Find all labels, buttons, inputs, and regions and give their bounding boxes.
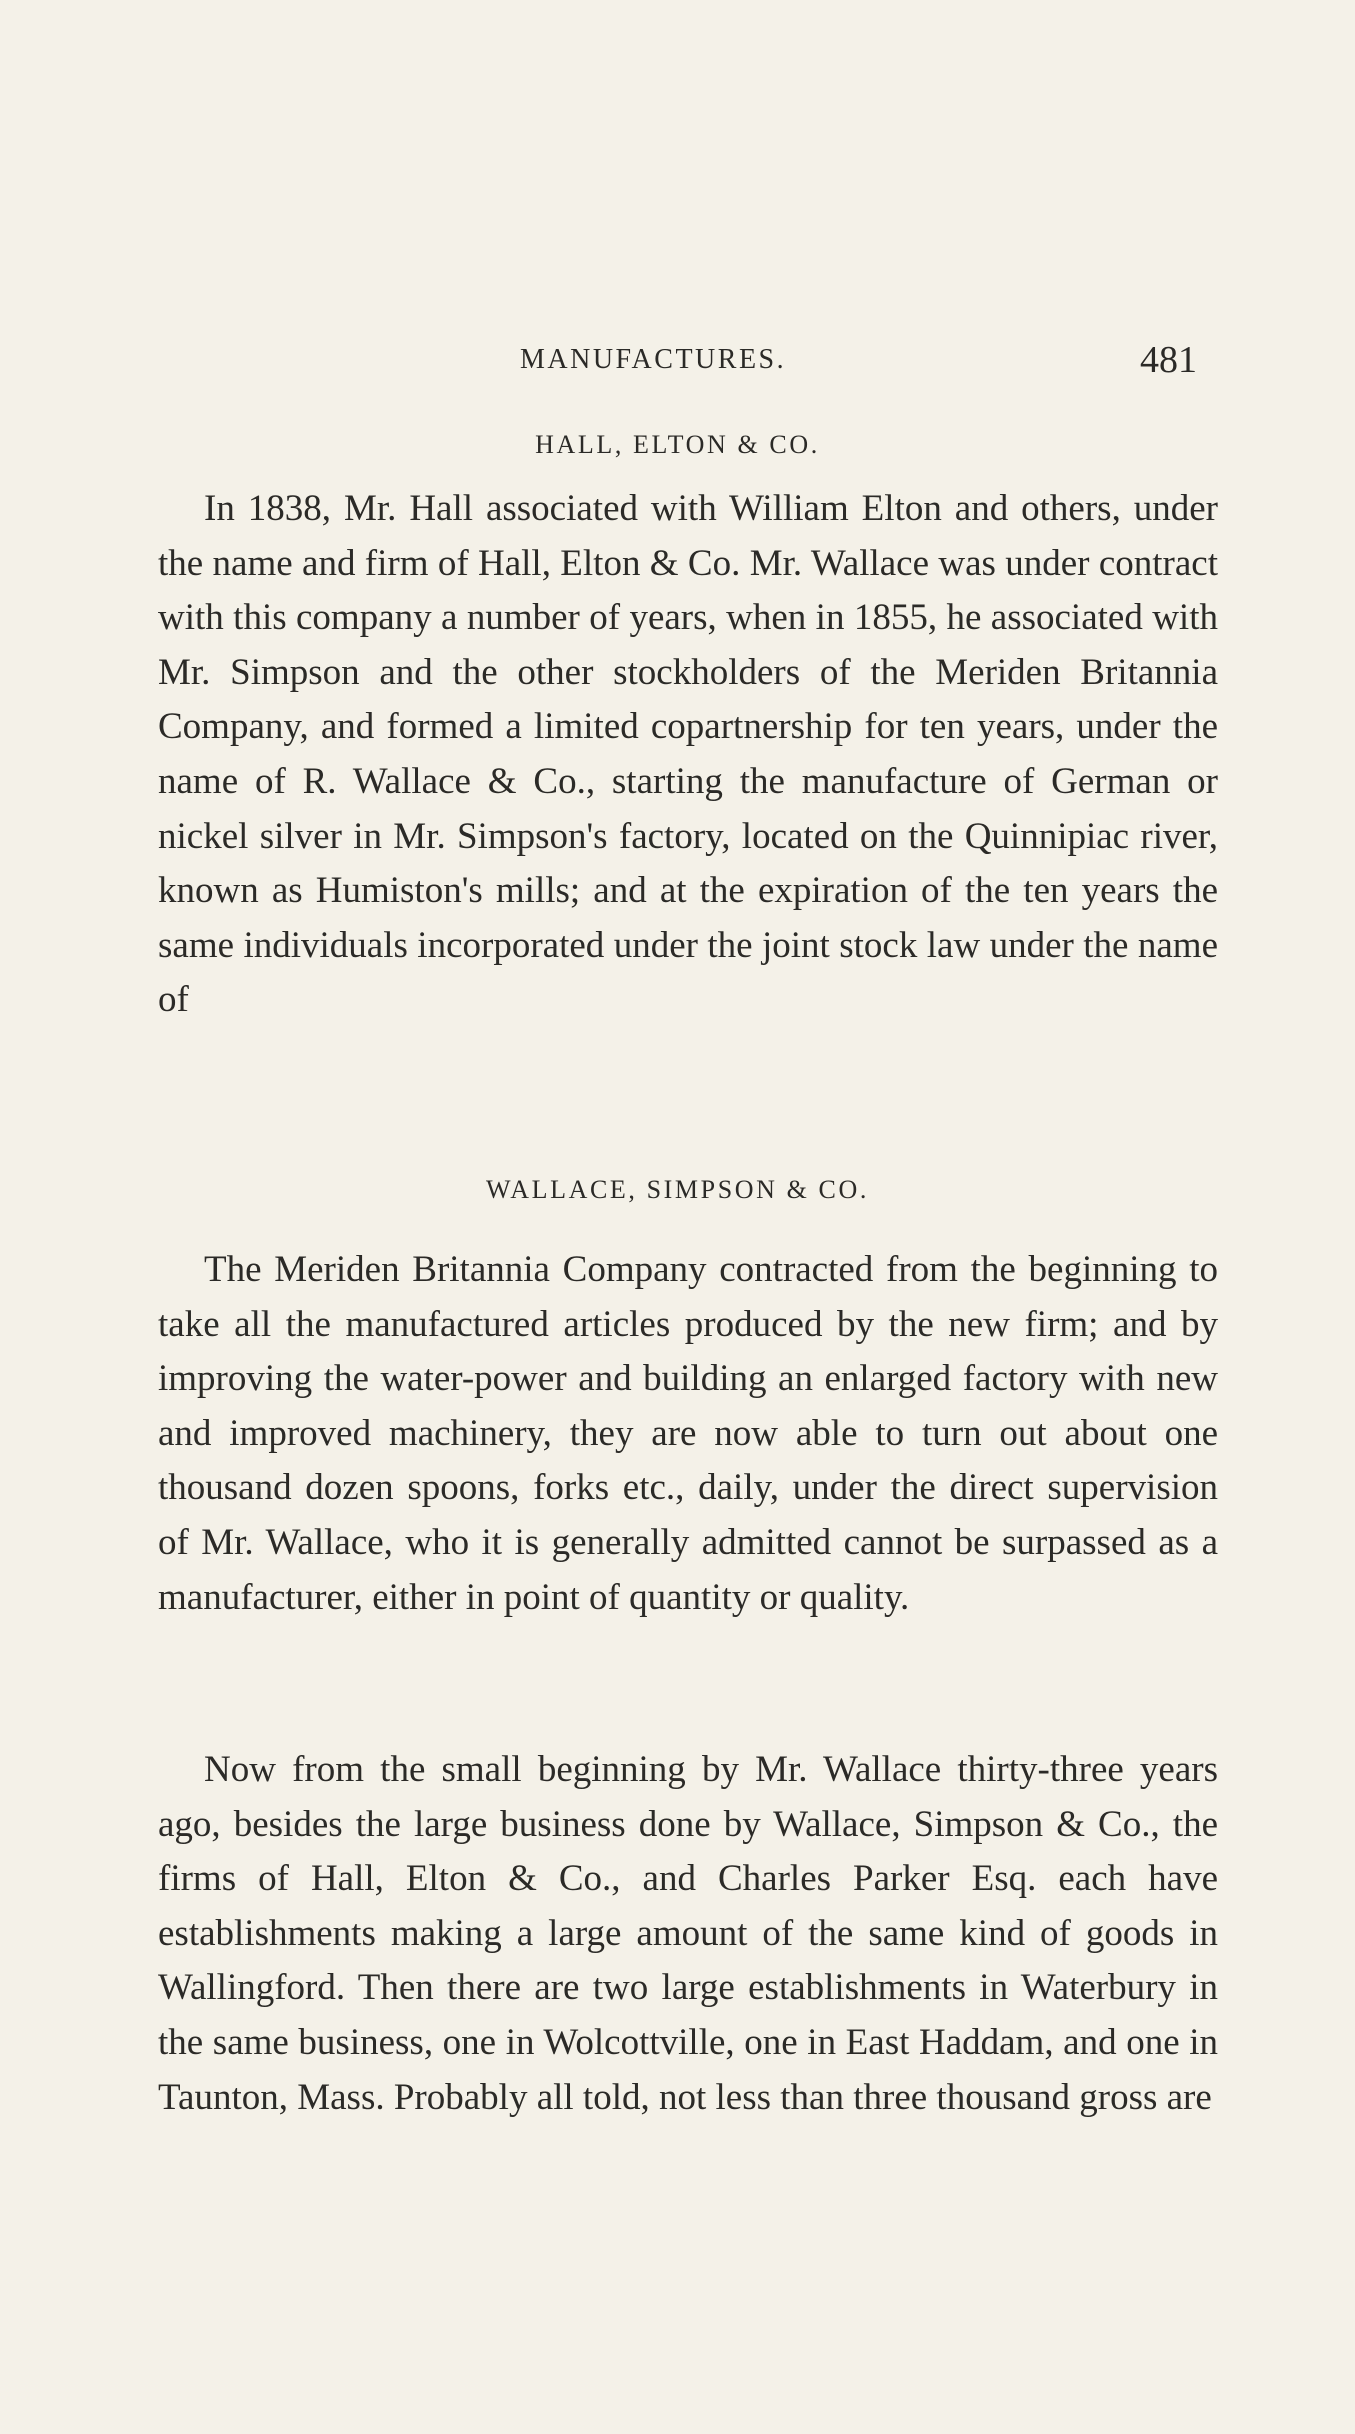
paragraph-meriden-britannia: The Meriden Britannia Company contracted from the beginning to take all the manufactured articles produced by the new firm; and by improving the water-power and building an enlarged factory with new and improved machinery, they are now able to turn out about one thousand dozen spoons, forks etc., daily, under the direct supervision of Mr. Wallace, who it is generally admitted cannot be surpassed as a manufacturer, either in point of quantity or quality. bbox=[158, 1249, 1218, 1618]
paragraph-hall-elton: In 1838, Mr. Hall associated with William Elton and others, under the name and firm of Hall, Elton & Co. Mr. Wallace was under contract with this company a number of years, when in 1855, he associated with Mr. Simpson and the other stockholders of the Meriden Britannia Company, and formed a limited copartnership for ten years, under the name of R. Wallace & Co., starting the manufacture of German or nickel silver in Mr. Simpson's factory, located on the Quinnipiac river, known as Humiston's mills; and at the expiration of the ten years the same individuals incorporated under the joint stock law under the name of bbox=[158, 488, 1218, 1021]
section-heading-wallace-simpson: WALLACE, SIMPSON & CO. bbox=[486, 1175, 869, 1204]
running-head bbox=[0, 338, 1355, 388]
running-title: MANUFACTURES. bbox=[520, 344, 787, 375]
page-number: 481 bbox=[1140, 339, 1197, 381]
section-heading-hall-elton: HALL, ELTON & CO. bbox=[535, 430, 820, 459]
paragraph-small-beginning: Now from the small beginning by Mr. Wallace thirty-three years ago, besides the large business done by Wallace, Simpson & Co., the firms of Hall, Elton & Co., and Charles Parker Esq. each have establishments making a large amount of the same kind of goods in Wallingford. Then there are two large establishments in Waterbury in the same business, one in Wolcottville, one in East Haddam, and one in Taunton, Mass. Probably all told, not less than three thousand gross are bbox=[158, 1749, 1218, 2118]
